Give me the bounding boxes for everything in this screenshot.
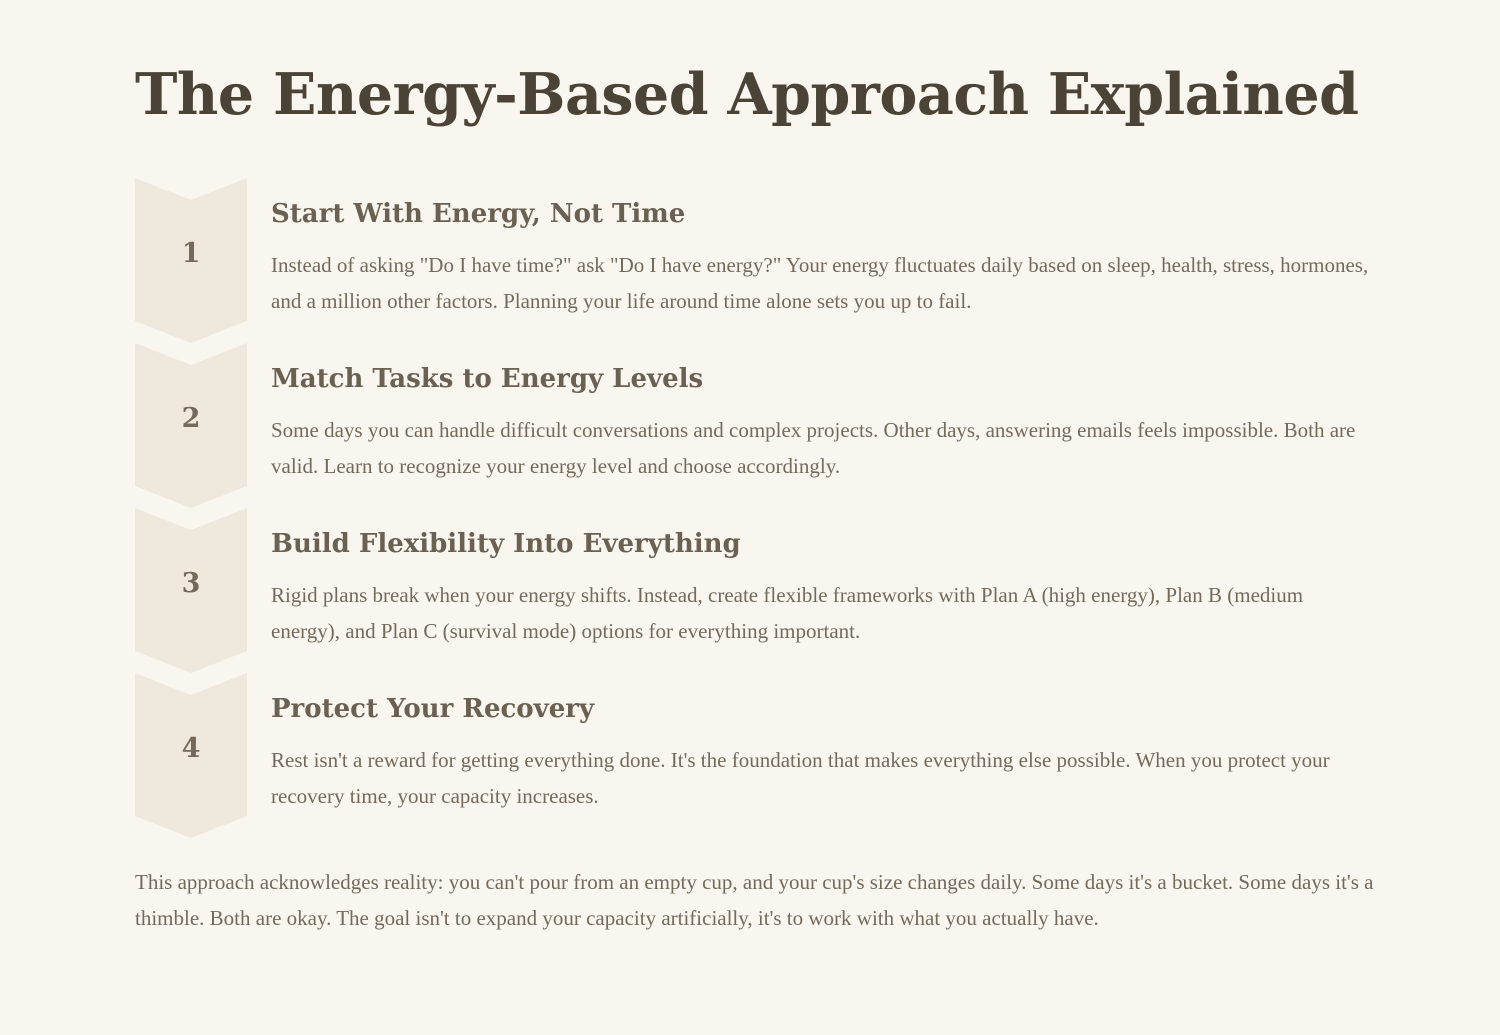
step-number: 3: [181, 568, 201, 599]
step-title: Protect Your Recovery: [271, 694, 595, 724]
step-number: 4: [181, 733, 201, 764]
step-3: [135, 508, 1375, 673]
step-title: Build Flexibility Into Everything: [271, 529, 741, 559]
step-number: 1: [181, 238, 201, 269]
page-title: The Energy-Based Approach Explained: [135, 61, 1359, 128]
step-description: Some days you can handle difficult conversations and complex projects. Other days, answering emails feels impossible. Both are valid. Learn to recognize your energy level and choose accordingly.: [271, 418, 1356, 478]
step-number: 2: [181, 403, 201, 434]
step-2: [135, 343, 1375, 508]
step-description: Instead of asking "Do I have time?" ask "Do I have energy?" Your energy fluctuates daily based on sleep, health, stress, hormones, and a million other factors. Planning your life around time alone sets you up to fail.: [271, 253, 1369, 313]
steps-list: [135, 178, 1375, 838]
closing-paragraph: This approach acknowledges reality: you can't pour from an empty cup, and your cup's size changes daily. Some days it's a bucket. Some days it's a thimble. Both are okay. The goal isn't to expand your capacity artificially, it's to work with what you actually have.: [135, 870, 1374, 930]
step-description: Rest isn't a reward for getting everything done. It's the foundation that makes everything else possible. When you protect your recovery time, your capacity increases.: [271, 748, 1330, 808]
step-title: Match Tasks to Energy Levels: [271, 364, 704, 394]
step-1: [135, 178, 1375, 343]
step-title: Start With Energy, Not Time: [271, 199, 686, 229]
step-4: [135, 673, 1375, 838]
step-description: Rigid plans break when your energy shifts. Instead, create flexible frameworks with Plan A (high energy), Plan B (medium energy), and Plan C (survival mode) options for everything important.: [271, 583, 1304, 643]
